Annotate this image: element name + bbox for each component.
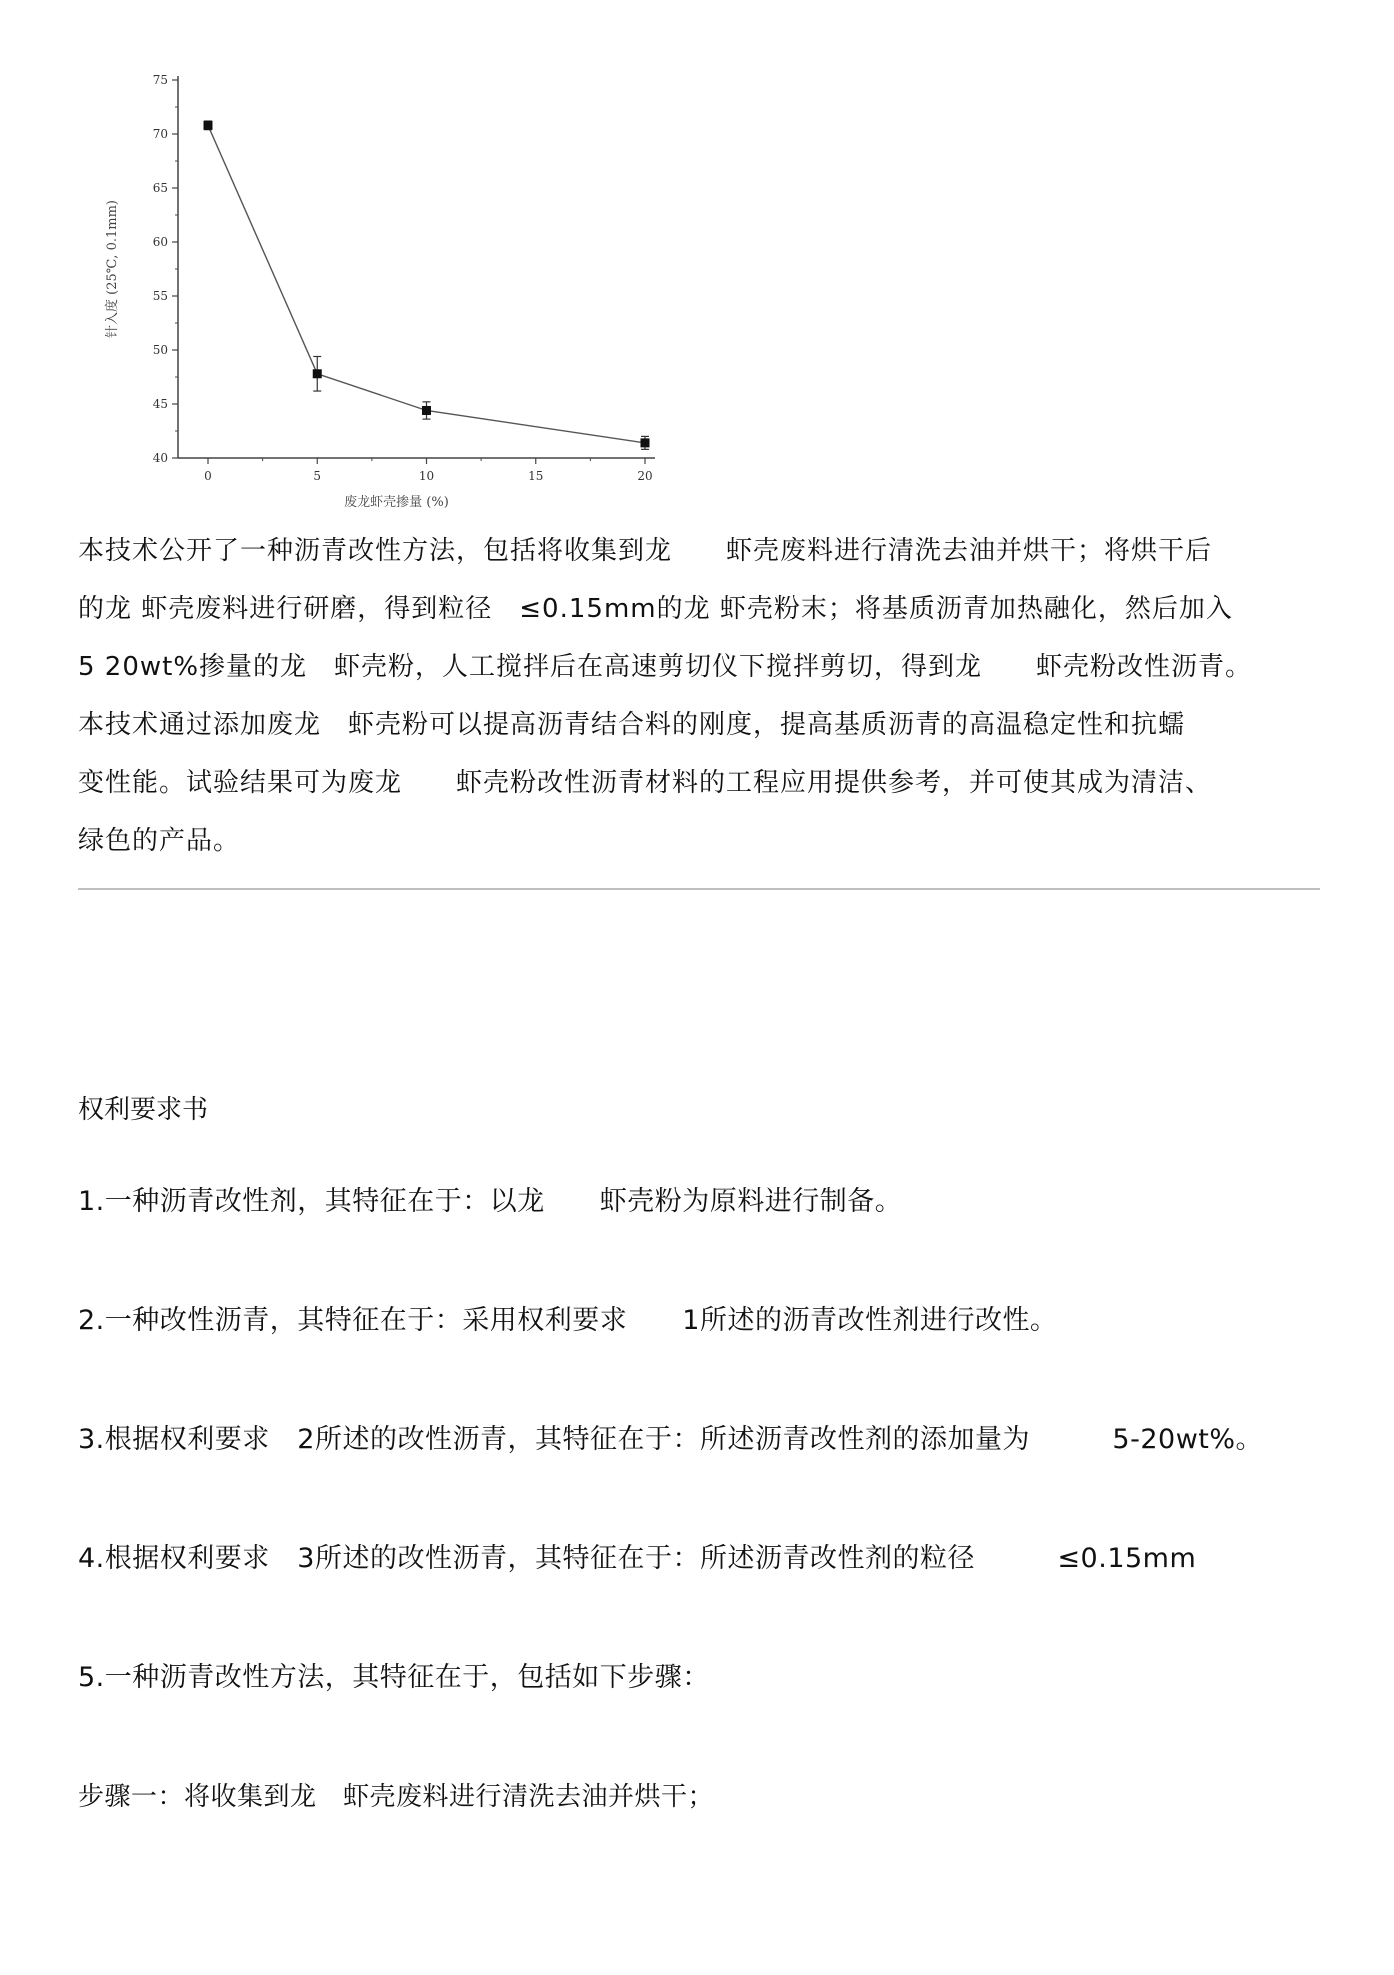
x-tick-label: 10 bbox=[418, 469, 435, 483]
abstract-line: 的龙 虾壳废料进行研磨，得到粒径 ≤0.15mm的龙 虾壳粉末；将基质沥青加热融化，然后加入 bbox=[78, 594, 1233, 624]
claim-item: 3.根据权利要求 2所述的改性沥青，其特征在于：所述沥青改性剂的添加量为 5-20wt%。 bbox=[78, 1424, 1264, 1455]
y-tick-label: 40 bbox=[152, 451, 168, 465]
data-point bbox=[422, 406, 431, 415]
chart-svg bbox=[60, 60, 680, 520]
data-point bbox=[313, 369, 322, 378]
claim-item: 5.一种沥青改性方法，其特征在于，包括如下步骤： bbox=[78, 1662, 710, 1693]
x-tick-label: 20 bbox=[637, 469, 653, 483]
abstract-line: 5 20wt%掺量的龙 虾壳粉，人工搅拌后在高速剪切仪下搅拌剪切，得到龙 虾壳粉改性沥青。 bbox=[78, 652, 1253, 682]
series-line bbox=[208, 125, 645, 443]
abstract-section bbox=[78, 522, 1338, 870]
abstract-line: 本技术公开了一种沥青改性方法，包括将收集到龙 虾壳废料进行清洗去油并烘干；将烘干后 bbox=[78, 536, 1213, 566]
y-tick-label: 60 bbox=[152, 235, 168, 249]
claims-section bbox=[78, 1090, 1338, 1896]
data-point bbox=[204, 121, 213, 130]
chart-area bbox=[60, 60, 680, 520]
y-tick-label: 55 bbox=[152, 289, 168, 303]
y-tick-label: 70 bbox=[152, 127, 168, 141]
claim-item: 1.一种沥青改性剂，其特征在于：以龙 虾壳粉为原料进行制备。 bbox=[78, 1186, 903, 1217]
abstract-line: 本技术通过添加废龙 虾壳粉可以提高沥青结合料的刚度，提高基质沥青的高温稳定性和抗蠕 bbox=[78, 710, 1186, 740]
y-tick-label: 65 bbox=[152, 181, 168, 195]
claim-item: 2.一种改性沥青，其特征在于：采用权利要求 1所述的沥青改性剂进行改性。 bbox=[78, 1305, 1058, 1336]
claims-title: 权利要求书 bbox=[78, 1095, 209, 1125]
x-axis-title: 废龙虾壳掺量 (%) bbox=[344, 495, 449, 510]
penetration-chart bbox=[60, 60, 680, 520]
x-tick-label: 15 bbox=[528, 469, 544, 483]
claim-item: 4.根据权利要求 3所述的改性沥青，其特征在于：所述沥青改性剂的粒径 ≤0.15mm bbox=[78, 1543, 1197, 1574]
section-divider bbox=[78, 888, 1320, 890]
y-tick-label: 50 bbox=[152, 343, 168, 357]
abstract-line: 绿色的产品。 bbox=[78, 826, 241, 856]
x-tick-label: 5 bbox=[313, 469, 322, 483]
data-point bbox=[641, 438, 650, 447]
y-axis-title: 针入度 (25℃, 0.1mm) bbox=[105, 200, 120, 338]
x-tick-label: 0 bbox=[204, 469, 212, 483]
abstract-line: 变性能。试验结果可为废龙 虾壳粉改性沥青材料的工程应用提供参考，并可使其成为清洁、 bbox=[78, 768, 1213, 798]
claim-step: 步骤一：将收集到龙 虾壳废料进行清洗去油并烘干； bbox=[78, 1782, 715, 1812]
y-tick-label: 75 bbox=[152, 73, 168, 87]
y-tick-label: 45 bbox=[152, 397, 168, 411]
